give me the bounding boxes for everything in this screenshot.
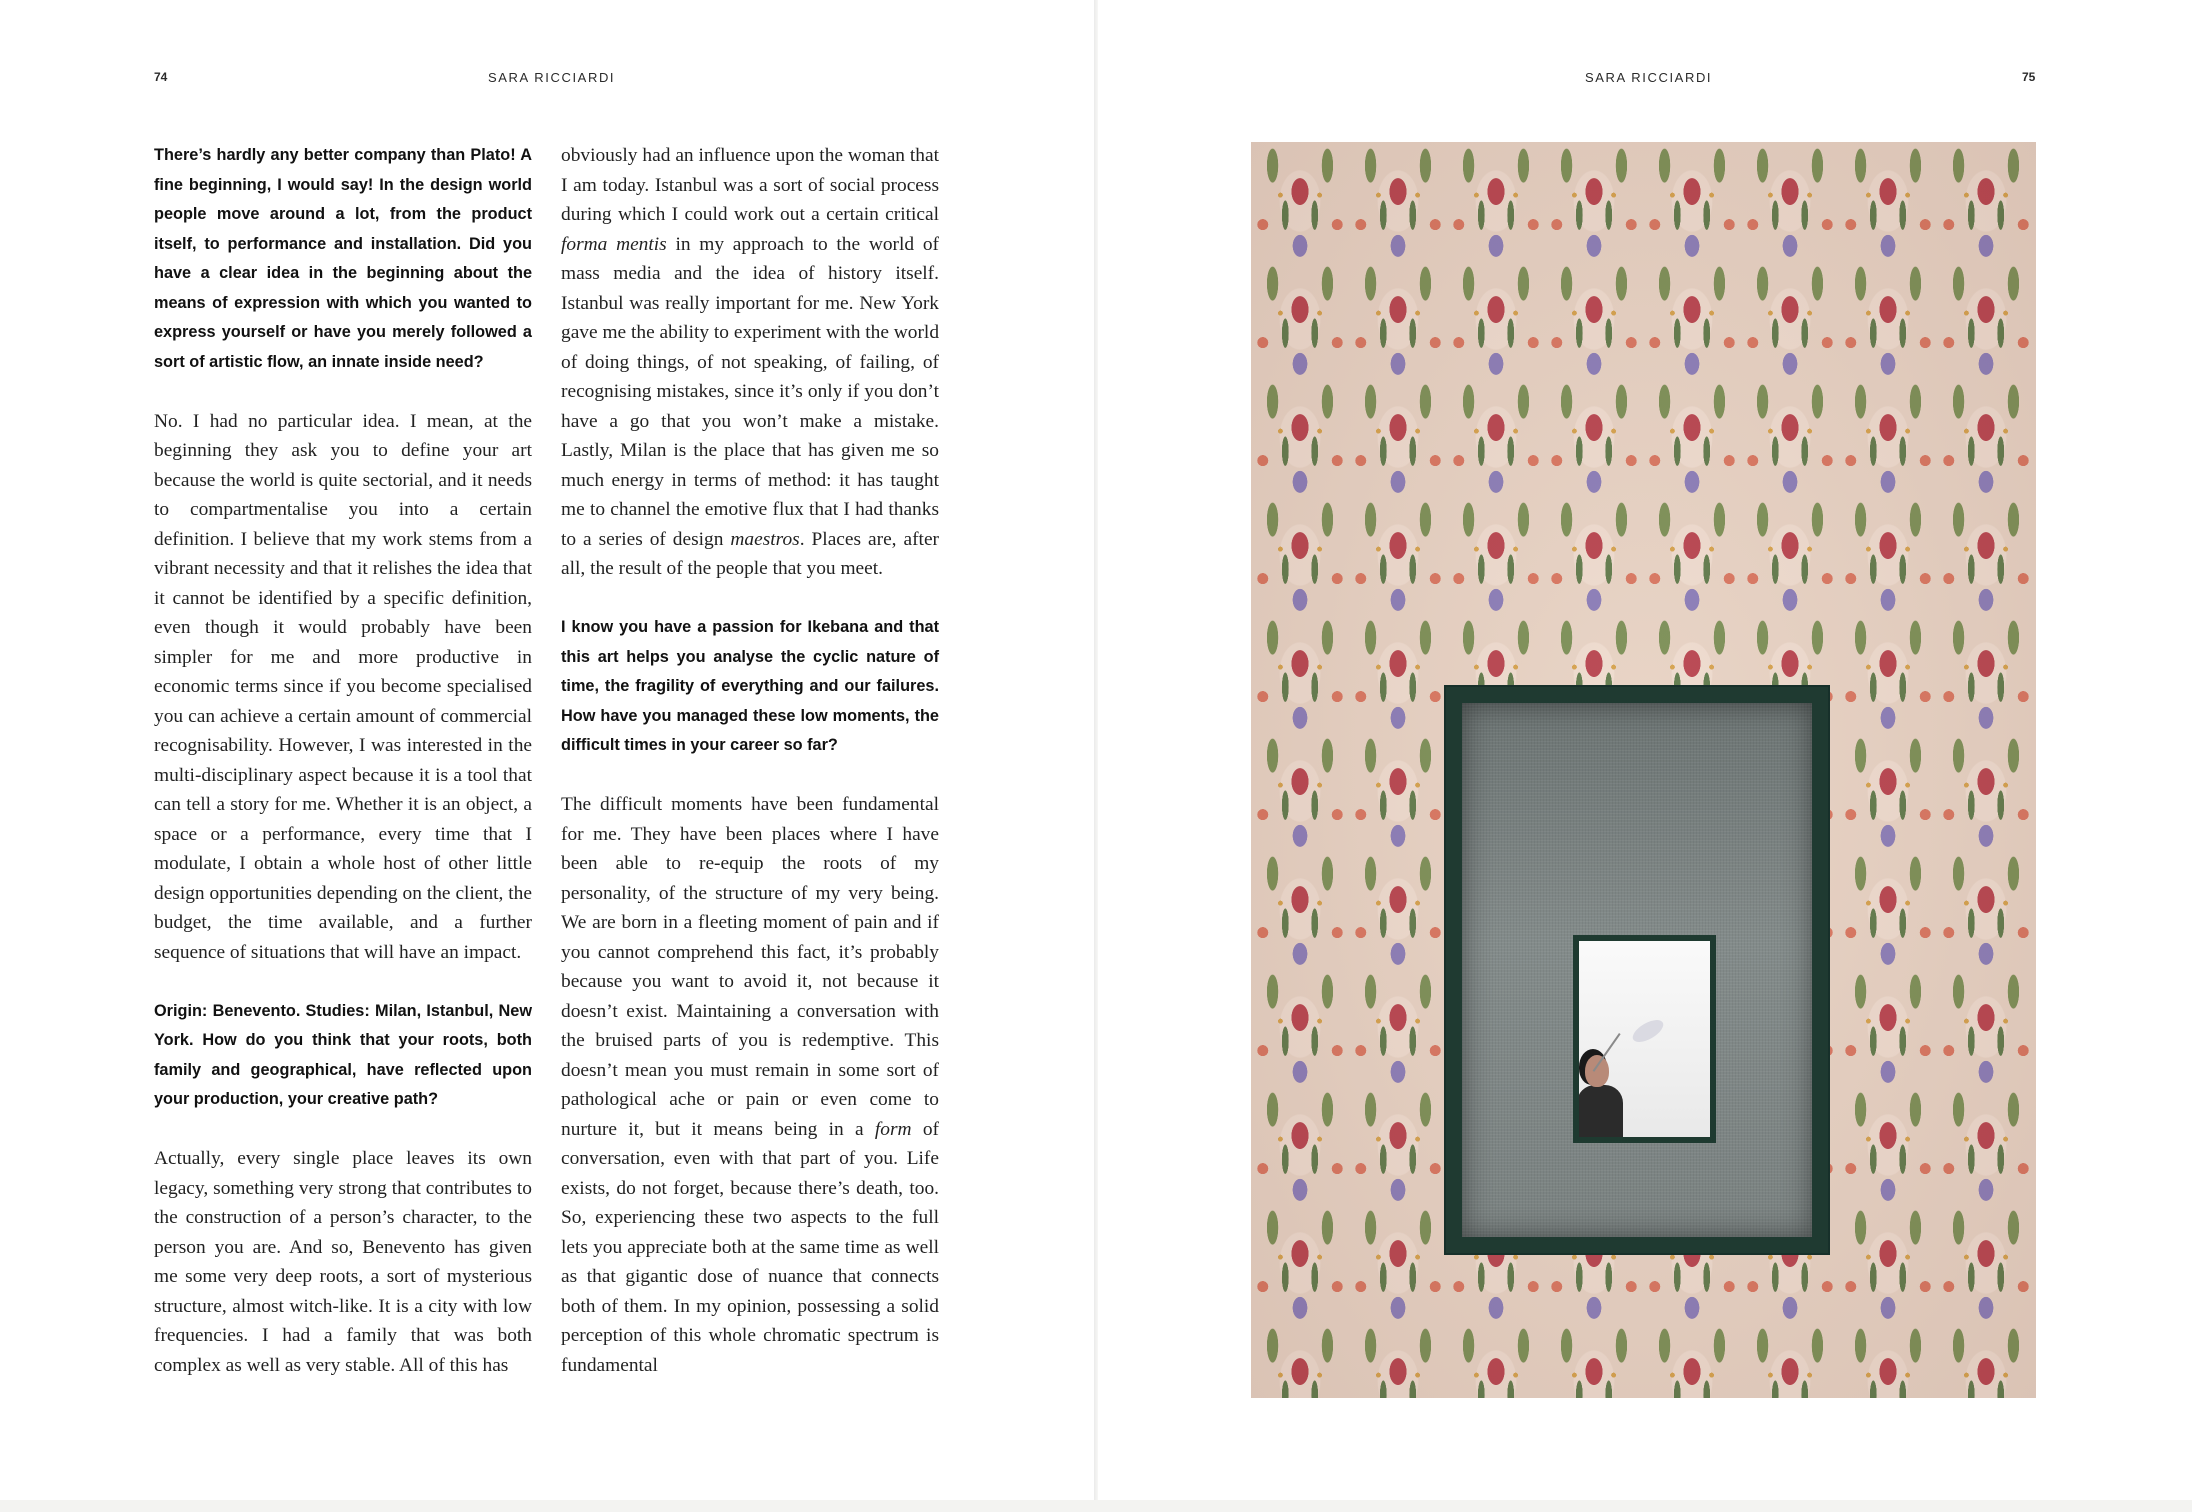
interview-question: There’s hardly any better company than Plato! A fine beginning, I would say! In the design world people move around a lot, from the product itself, to performance and installation. Did you have a clear idea in the beginning about the means of expression with which you wanted to express yourself or have you merely followed a sort of artistic flow, an innate inside need? bbox=[154, 146, 532, 371]
answer-text: in my approach to the world of mass media and the idea of history itself. Istanbul was really important for me. New York gave me the ability to experiment with the world of doing things, of not speaking, of failing, of recognising mistakes, since it’s only if you don’t have a go that you won’t make a mistake. Lastly, Milan is the place that has given me so much energy in terms of method: it has taught me to channel the emotive flux that I had thanks to a series of design bbox=[561, 233, 940, 550]
text-column-2 bbox=[561, 141, 939, 1410]
italic-term: forma mentis bbox=[561, 233, 667, 255]
interview-answer: No. I had no particular idea. I mean, at the beginning they ask you to define your art because the world is quite sectorial, and it needs to compartmentalise you into a certain definition. I believe that my work stems from a vibrant necessity and that it relishes the idea that it cannot be identified by a specific definition, even though it would probably have been simpler for me and more productive in economic terms since if you become specialised you can achieve a certain amount of commercial recognisability. However, I was interested in the multi-disciplinary aspect because it is a tool that can tell a story for me. Whether it is an object, a space or a performance, every time that I modulate, I obtain a whole host of other little design opportunities depending on the client, the budget, the time available, and a further sequence of situations that will have an impact. bbox=[154, 410, 532, 963]
answer-text: The difficult moments have been fundamental for me. They have been places where I have been able to re-equip the roots of my personality, of the structure of my very being. We are born in a fleeting moment of pain and if you cannot comprehend this fact, it’s probably because you want to avoid it, not because it doesn’t exist. Maintaining a conversation with the bruised parts of you is redemptive. This doesn’t mean you must remain in some sort of pathological ache or pain or even come to nurture it, but it means being in a bbox=[561, 794, 939, 1140]
answer-text: . Places are, after all, the result of the people that you meet. bbox=[561, 528, 940, 579]
portrait-photo bbox=[1251, 142, 2036, 1398]
flower-icon bbox=[1629, 1016, 1666, 1047]
italic-term: maestros bbox=[730, 528, 800, 550]
running-head-right: SARA RICCIARDI bbox=[1585, 70, 1713, 85]
page-number-right: 75 bbox=[2022, 70, 2036, 84]
answer-text: of conversation, even with that part of you. Life exists, do not forget, because there’s death, too. So, experiencing these two aspects to the full lets you appreciate both at the same time as well as that gigantic dose of nuance that connects both of them. In my opinion, possessing a solid perception of this whole chromatic spectrum is fundamental bbox=[561, 1118, 939, 1376]
text-column-1 bbox=[154, 141, 532, 1410]
answer-text: obviously had an influence upon the woman that I am today. Istanbul was a sort of social process during which I could work out a certain critical bbox=[561, 145, 939, 225]
left-page bbox=[0, 0, 1094, 1500]
page-number-left: 74 bbox=[154, 70, 168, 84]
person-figure bbox=[1579, 1085, 1623, 1137]
person-head bbox=[1585, 1055, 1609, 1087]
window-opening bbox=[1579, 941, 1710, 1137]
interview-answer bbox=[561, 790, 939, 1380]
interview-answer-continued bbox=[561, 141, 939, 584]
italic-term: form bbox=[874, 1118, 912, 1140]
interview-question: Origin: Benevento. Studies: Milan, Istanbul, New York. How do you think that your roots, both family and geographical, have reflected upon your production, your creative path? bbox=[154, 1001, 532, 1108]
interview-answer: Actually, every single place leaves its own legacy, something very strong that contributes to the construction of a person’s character, to the person you are. And so, Benevento has given me some very deep roots, a sort of mysterious structure, almost witch-like. It is a city with low frequencies. I had a family that was both complex as well as very stable. All of this has bbox=[154, 1148, 532, 1376]
running-head-left: SARA RICCIARDI bbox=[488, 70, 616, 85]
interview-question: I know you have a passion for Ikebana and that this art helps you analyse the cyclic nature of time, the fragility of everything and our failures. How have you managed these low moments, the difficult times in your career so far? bbox=[561, 618, 939, 754]
